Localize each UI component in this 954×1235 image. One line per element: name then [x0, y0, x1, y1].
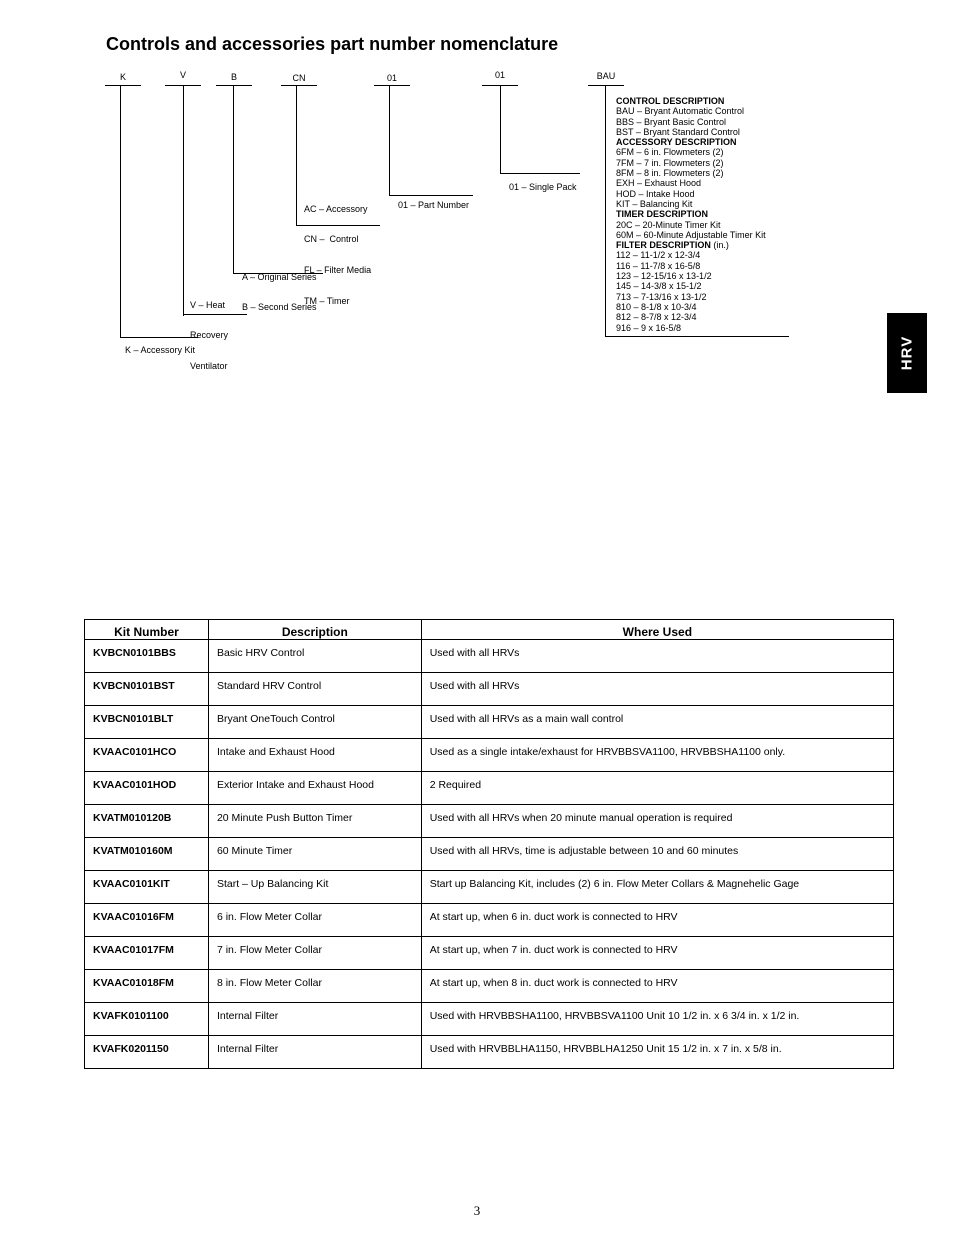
kit-number-cell: KVBCN0101BLT — [85, 706, 209, 739]
segment-v: V — [179, 70, 186, 80]
description-text: 145 – 14-3/8 x 15-1/2 — [616, 281, 702, 292]
description-text: 916 – 9 x 16-5/8 — [616, 322, 682, 333]
where-used-cell: Used with all HRVs — [421, 673, 893, 706]
kit-number-cell: KVAFK0201150 — [85, 1036, 209, 1069]
description-item — [616, 261, 766, 271]
description-item — [616, 250, 766, 260]
table-row — [85, 706, 894, 739]
description-item — [616, 106, 766, 116]
legend-k — [125, 324, 195, 375]
table-row — [85, 937, 894, 970]
description-text: CONTROL DESCRIPTION — [616, 96, 725, 106]
legend-v — [190, 279, 228, 392]
kit-number-cell: KVAAC0101HOD — [85, 772, 209, 805]
description-cell: 20 Minute Push Button Timer — [208, 805, 421, 838]
description-text: 8FM – 8 in. Flowmeters (2) — [616, 168, 724, 179]
description-cell: 8 in. Flow Meter Collar — [208, 970, 421, 1003]
segment-line — [374, 85, 410, 86]
leader-line — [183, 86, 184, 316]
description-item — [616, 292, 766, 302]
where-used-cell: Used with all HRVs, time is adjustable between 10 and 60 minutes — [421, 838, 893, 871]
description-text: 20C – 20-Minute Timer Kit — [616, 219, 721, 230]
table-row — [85, 1003, 894, 1036]
where-used-cell: At start up, when 8 in. duct work is connected to HRV — [421, 970, 893, 1003]
kit-number-cell: KVBCN0101BST — [85, 673, 209, 706]
segment-line — [588, 85, 624, 86]
description-text: FILTER DESCRIPTION — [616, 240, 711, 251]
leader-line — [605, 86, 606, 337]
legend-item: B – Second Series — [242, 302, 317, 313]
table-row — [85, 640, 894, 673]
where-used-cell: Used with all HRVs when 20 minute manual operation is required — [421, 805, 893, 838]
kit-number-cell: KVAFK0101100 — [85, 1003, 209, 1036]
legend-part — [398, 179, 469, 230]
description-heading — [616, 137, 766, 147]
legend-item: Ventilator — [190, 361, 228, 372]
table-row — [85, 772, 894, 805]
description-text: 810 – 8-1/8 x 10-3/4 — [616, 301, 697, 312]
description-item — [616, 178, 766, 188]
segment-desc: BAU — [596, 71, 616, 81]
description-text: TIMER DESCRIPTION — [616, 209, 709, 220]
legend-pack — [509, 161, 577, 212]
description-text: 116 – 11-7/8 x 16-5/8 — [616, 260, 701, 271]
description-heading — [616, 209, 766, 219]
kit-number-cell: KVAAC0101KIT — [85, 871, 209, 904]
description-item — [616, 199, 766, 209]
where-used-cell: Start up Balancing Kit, includes (2) 6 in. Flow Meter Collars & Magnehelic Gage — [421, 871, 893, 904]
segment-part: 01 — [386, 73, 397, 83]
description-heading — [616, 96, 766, 106]
table-row — [85, 673, 894, 706]
kit-number-cell: KVAAC0101HCO — [85, 739, 209, 772]
description-text: KIT – Balancing Kit — [616, 198, 693, 209]
description-cell: Standard HRV Control — [208, 673, 421, 706]
col-header-kit-number: Kit Number — [85, 620, 209, 640]
description-text: 60M – 60-Minute Adjustable Timer Kit — [616, 229, 766, 240]
kits-table — [84, 619, 894, 1069]
description-list — [616, 96, 766, 333]
description-text: 812 – 8-7/8 x 12-3/4 — [616, 312, 697, 323]
description-item — [616, 189, 766, 199]
description-text: 713 – 7-13/16 x 13-1/2 — [616, 291, 707, 302]
description-cell: Start – Up Balancing Kit — [208, 871, 421, 904]
description-text: BAU – Bryant Automatic Control — [616, 106, 745, 117]
leader-line — [500, 86, 501, 174]
leader-line — [389, 86, 390, 196]
legend-item: V – Heat — [190, 299, 226, 310]
kit-number-cell: KVATM010120B — [85, 805, 209, 838]
where-used-cell: At start up, when 7 in. duct work is connected to HRV — [421, 937, 893, 970]
col-header-description: Description — [208, 620, 421, 640]
legend-item: TM – Timer — [304, 296, 350, 307]
where-used-cell: Used as a single intake/exhaust for HRVBBSVA1100, HRVBBSHA1100 only. — [421, 739, 893, 772]
where-used-cell: 2 Required — [421, 772, 893, 805]
table-row — [85, 838, 894, 871]
segment-b: B — [230, 72, 237, 82]
segment-line — [281, 85, 317, 86]
description-text: ACCESSORY DESCRIPTION — [616, 137, 737, 148]
kit-number-cell: KVBCN0101BBS — [85, 640, 209, 673]
kit-number-cell: KVAAC01018FM — [85, 970, 209, 1003]
description-cell: 6 in. Flow Meter Collar — [208, 904, 421, 937]
segment-line — [105, 85, 141, 86]
section-tab-label: HRV — [898, 335, 916, 371]
description-cell: 7 in. Flow Meter Collar — [208, 937, 421, 970]
description-cell: 60 Minute Timer — [208, 838, 421, 871]
description-item — [616, 302, 766, 312]
legend-item: Recovery — [190, 330, 229, 341]
description-text: BST – Bryant Standard Control — [616, 126, 740, 137]
table-row — [85, 904, 894, 937]
legend-item: K – Accessory Kit — [125, 344, 196, 355]
description-item — [616, 168, 766, 178]
table-row — [85, 1036, 894, 1069]
table-row — [85, 739, 894, 772]
legend-item: 01 – Single Pack — [509, 181, 577, 192]
where-used-cell: Used with all HRVs as a main wall control — [421, 706, 893, 739]
legend-item: CN – Control — [304, 234, 359, 245]
section-tab — [887, 313, 927, 393]
description-item — [616, 220, 766, 230]
description-text: 123 – 12-15/16 x 13-1/2 — [616, 271, 712, 282]
table-row — [85, 805, 894, 838]
page-number: 3 — [473, 1203, 481, 1218]
description-item — [616, 230, 766, 240]
legend-line — [605, 336, 789, 337]
table-row — [85, 871, 894, 904]
description-item — [616, 147, 766, 157]
description-cell: Bryant OneTouch Control — [208, 706, 421, 739]
segment-k: K — [119, 72, 126, 82]
kit-number-cell: KVAAC01017FM — [85, 937, 209, 970]
description-text: 112 – 11-1/2 x 12-3/4 — [616, 250, 701, 261]
description-cell: Exterior Intake and Exhaust Hood — [208, 772, 421, 805]
where-used-cell: At start up, when 6 in. duct work is connected to HRV — [421, 904, 893, 937]
legend-item: AC – Accessory — [304, 203, 368, 214]
description-item — [616, 271, 766, 281]
description-cell: Internal Filter — [208, 1003, 421, 1036]
legend-item: 01 – Part Number — [398, 199, 470, 210]
leader-line — [233, 86, 234, 274]
where-used-cell: Used with all HRVs — [421, 640, 893, 673]
leader-line — [296, 86, 297, 226]
description-text: BBS – Bryant Basic Control — [616, 116, 727, 127]
segment-cn: CN — [292, 73, 306, 83]
description-text: 7FM – 7 in. Flowmeters (2) — [616, 157, 724, 168]
leader-line — [120, 86, 121, 338]
table-header-row — [85, 620, 894, 640]
description-text: EXH – Exhaust Hood — [616, 178, 702, 189]
description-cell: Basic HRV Control — [208, 640, 421, 673]
description-suffix: (in.) — [710, 240, 729, 251]
segment-pack: 01 — [494, 70, 505, 80]
description-heading — [616, 240, 766, 250]
segment-line — [216, 85, 252, 86]
col-header-where-used: Where Used — [421, 620, 893, 640]
description-item — [616, 323, 766, 333]
description-cell: Intake and Exhaust Hood — [208, 739, 421, 772]
legend-item: A – Original Series — [242, 271, 317, 282]
description-cell: Internal Filter — [208, 1036, 421, 1069]
legend-item: FL – Filter Media — [304, 265, 372, 276]
table-row — [85, 970, 894, 1003]
description-item — [616, 117, 766, 127]
where-used-cell: Used with HRVBBLHA1150, HRVBBLHA1250 Unit 15 1/2 in. x 7 in. x 5/8 in. — [421, 1036, 893, 1069]
description-item — [616, 158, 766, 168]
page-title: Controls and accessories part number nomenclature — [106, 34, 559, 54]
legend-cn — [304, 183, 371, 327]
kit-number-cell: KVAAC01016FM — [85, 904, 209, 937]
description-text: HOD – Intake Hood — [616, 188, 695, 199]
description-item — [616, 312, 766, 322]
description-text: 6FM – 6 in. Flowmeters (2) — [616, 147, 724, 158]
kit-number-cell: KVATM010160M — [85, 838, 209, 871]
description-item — [616, 127, 766, 137]
description-item — [616, 281, 766, 291]
where-used-cell: Used with HRVBBSHA1100, HRVBBSVA1100 Unit 10 1/2 in. x 6 3/4 in. x 1/2 in. — [421, 1003, 893, 1036]
